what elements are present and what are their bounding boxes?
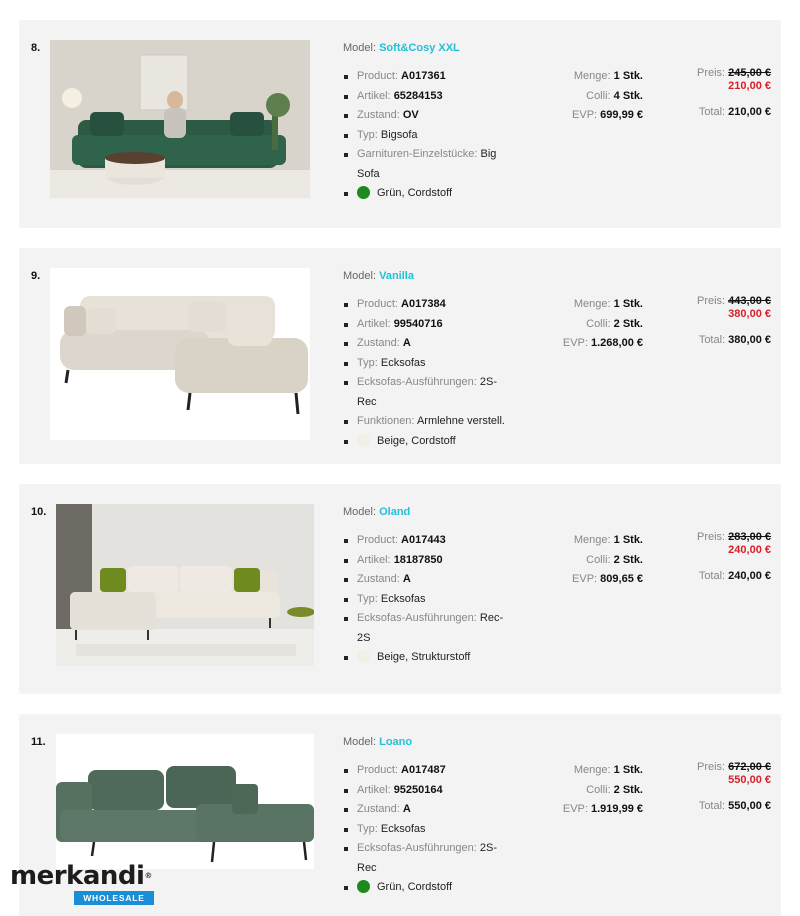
menge: Menge: 1 Stk.: [573, 534, 643, 546]
attr-zustand: Zustand: A: [343, 334, 513, 354]
item-number: 11.: [31, 736, 46, 748]
price-block: [659, 67, 771, 119]
attr-zustand: Zustand: A: [343, 570, 513, 590]
price-new: 550,00 €: [728, 774, 771, 786]
attr-artikel: Artikel: 99540716: [343, 315, 513, 335]
quantity-block: [539, 295, 643, 354]
colli: Colli: 2 Stk.: [586, 553, 643, 566]
product-card: [19, 248, 781, 464]
price-block: [659, 531, 771, 583]
price-block: [659, 761, 771, 813]
price-new: 380,00 €: [728, 308, 771, 320]
item-number: 8.: [31, 42, 41, 54]
attribute-list: [343, 295, 513, 451]
attr-product: Product: A017487: [343, 761, 513, 781]
attribute-list: [343, 67, 513, 204]
wholesale-badge: WHOLESALE: [74, 891, 154, 905]
attr-typ: Typ: Ecksofas: [343, 354, 513, 374]
price-old: Preis: 283,00 €: [696, 531, 771, 543]
attr-ausfuehrungen: Ecksofas-Ausführungen: 2S-Rec: [343, 839, 513, 878]
evp: EVP: 809,65 €: [572, 573, 643, 585]
attr-color: Beige, Strukturstoff: [343, 648, 513, 668]
quantity-block: [539, 531, 643, 590]
price-total: Total: 380,00 €: [698, 334, 771, 346]
price-old: Preis: 443,00 €: [696, 295, 771, 307]
model-name: Model: Vanilla: [343, 270, 414, 282]
price-old: Preis: 245,00 €: [696, 67, 771, 79]
item-number: 10.: [31, 506, 47, 518]
color-swatch-icon: [357, 186, 370, 199]
price-total: Total: 550,00 €: [698, 800, 771, 812]
attr-color: Grün, Cordstoff: [343, 878, 513, 898]
menge: Menge: 1 Stk.: [573, 298, 643, 310]
model-link[interactable]: Oland: [379, 506, 411, 518]
attr-product: Product: A017361: [343, 67, 513, 87]
colli: Colli: 2 Stk.: [586, 317, 643, 330]
product-card: [19, 484, 781, 694]
price-new: 210,00 €: [728, 80, 771, 92]
quantity-block: [539, 67, 643, 126]
product-image[interactable]: [50, 268, 310, 440]
attr-product: Product: A017384: [343, 295, 513, 315]
quantity-block: [539, 761, 643, 820]
merkandi-logo: merkandi® WHOLESALE: [10, 862, 154, 905]
color-swatch-icon: [357, 880, 370, 893]
attr-ausfuehrungen: Ecksofas-Ausführungen: Rec-2S: [343, 609, 513, 648]
attr-typ: Typ: Ecksofas: [343, 820, 513, 840]
price-old: Preis: 672,00 €: [696, 761, 771, 773]
price-total: Total: 210,00 €: [698, 106, 771, 118]
model-name: Model: Oland: [343, 506, 411, 518]
attribute-list: [343, 761, 513, 898]
attr-artikel: Artikel: 95250164: [343, 781, 513, 801]
attr-product: Product: A017443: [343, 531, 513, 551]
colli: Colli: 2 Stk.: [586, 783, 643, 796]
color-swatch-icon: [357, 650, 370, 663]
evp: EVP: 1.919,99 €: [562, 803, 643, 815]
attr-color: Grün, Cordstoff: [343, 184, 513, 204]
model-link[interactable]: Soft&Cosy XXL: [379, 42, 460, 54]
model-name: Model: Loano: [343, 736, 413, 748]
evp: EVP: 1.268,00 €: [562, 337, 643, 349]
attr-typ: Typ: Bigsofa: [343, 126, 513, 146]
model-link[interactable]: Loano: [379, 736, 413, 748]
attr-artikel: Artikel: 18187850: [343, 551, 513, 571]
product-card: [19, 20, 781, 228]
attr-typ: Typ: Ecksofas: [343, 590, 513, 610]
colli: Colli: 4 Stk.: [586, 89, 643, 102]
attr-zustand: Zustand: OV: [343, 106, 513, 126]
price-new: 240,00 €: [728, 544, 771, 556]
attr-artikel: Artikel: 65284153: [343, 87, 513, 107]
item-number: 9.: [31, 270, 41, 282]
attr-garnituren: Garnituren-Einzelstücke: Big Sofa: [343, 145, 513, 184]
price-total: Total: 240,00 €: [698, 570, 771, 582]
color-swatch-icon: [357, 434, 370, 447]
evp: EVP: 699,99 €: [572, 109, 643, 121]
attr-zustand: Zustand: A: [343, 800, 513, 820]
attr-funktionen: Funktionen: Armlehne verstell.: [343, 412, 513, 432]
attribute-list: [343, 531, 513, 668]
menge: Menge: 1 Stk.: [573, 70, 643, 82]
model-link[interactable]: Vanilla: [379, 270, 414, 282]
model-name: Model: Soft&Cosy XXL: [343, 42, 460, 54]
product-image[interactable]: [56, 734, 314, 869]
product-image[interactable]: [50, 40, 310, 198]
attr-color: Beige, Cordstoff: [343, 432, 513, 452]
price-block: [659, 295, 771, 347]
attr-ausfuehrungen: Ecksofas-Ausführungen: 2S-Rec: [343, 373, 513, 412]
product-image[interactable]: [56, 504, 314, 666]
menge: Menge: 1 Stk.: [573, 764, 643, 776]
